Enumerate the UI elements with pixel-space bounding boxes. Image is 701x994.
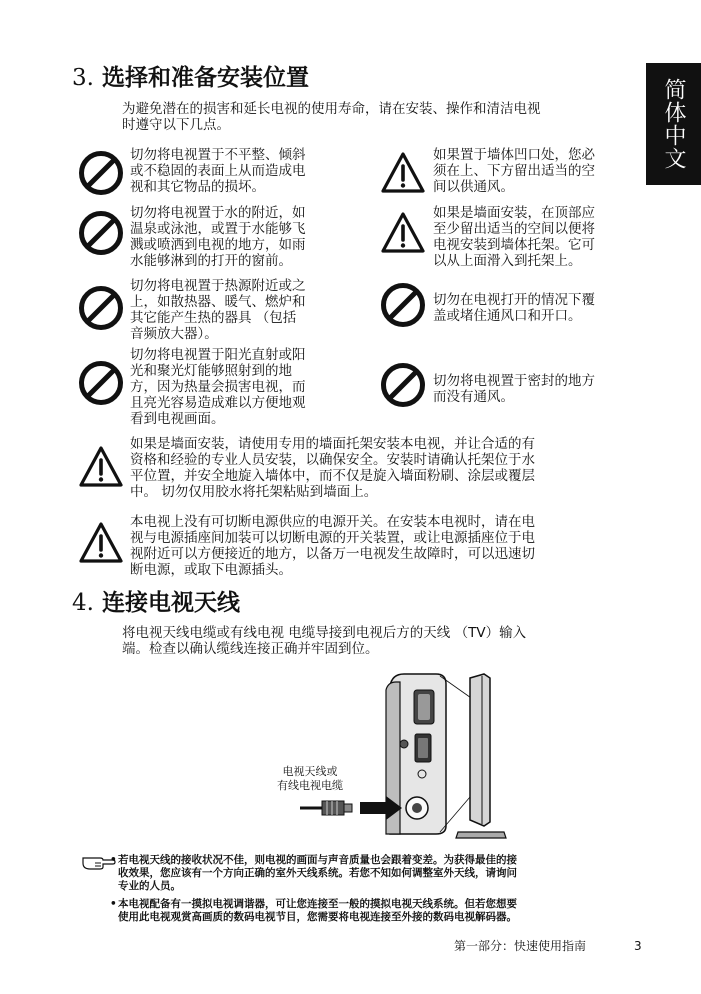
prohibition-icon (78, 210, 124, 256)
section-3-heading (72, 63, 309, 93)
footer-chapter: 第一部分：快速使用指南 (454, 939, 587, 953)
prohibition-icon (78, 360, 124, 406)
warning-enclosed-space: 切勿将电视置于密封的地方 而没有通风。 (433, 373, 595, 405)
section-4-title: 连接电视天线 (101, 589, 240, 616)
language-tab: 简体中文 (646, 63, 701, 185)
warning-wall-mount-space: 如果是墙面安装，在顶部应 至少留出适当的空间以便将 电视安装到墙体托架。它可 以从上面滑入到托架上。 (433, 205, 595, 269)
section-4-heading (72, 588, 240, 618)
warning-uneven-surface: 切勿将电视置于不平整、倾斜 或不稳固的表面上从而造成电 视和其它物品的损坏。 (130, 147, 306, 195)
warning-direct-sunlight: 切勿将电视置于阳光直射或阳 光和聚光灯能够照射到的地 方，因为热量会损害电视，而 且亮光容易造成难以方便地观 看到电视画面。 (130, 347, 306, 427)
prohibition-icon (380, 362, 426, 408)
tv-stand-icon (456, 832, 506, 838)
coax-connector-icon (322, 801, 344, 815)
warning-triangle-icon (78, 520, 124, 566)
section-4-intro: 将电视天线电缆或有线电视 电缆导接到电视后方的天线 （TV）输入 端。检查以确认缆线连接正确并牢固到位。 (122, 625, 527, 657)
figure-caption: 电视天线或 有线电视电缆 (277, 765, 343, 792)
warning-triangle-icon (380, 210, 426, 256)
section-3-title: 选择和准备安装位置 (101, 64, 309, 91)
section-3-intro: 为避免潜在的损害和延长电视的使用寿命，请在安装、操作和清洁电视 时遵守以下几点。 (122, 101, 541, 133)
warning-triangle-icon (380, 150, 426, 196)
tv-side-view (470, 674, 490, 826)
warning-triangle-icon (78, 444, 124, 490)
note-analog-tuner: • 本电视配备有一摸拟电视调谐器，可让您连接至一般的摸拟电视天线系统。但若您想要 使用此电视观赏高画质的数码电视节目，您需要将电视连接至外接的数码电视解码器。 (110, 898, 517, 923)
warning-cover-vents: 切勿在电视打开的情况下覆 盖或堵住通风口和开口。 (433, 292, 595, 324)
warning-power-switch: 本电视上没有可切断电源供应的电源开关。在安装本电视时，请在电 视与电源插座间加装可以切断电源的开关装置，或让电源插座位于电 视附近可以方便接近的地方，以备万一电视发生故障时，可以迅速切 断电源，或取下电源插头。 (130, 514, 535, 578)
page-number: 3 (634, 939, 642, 953)
audio-jack-icon (400, 740, 408, 748)
section-3-number: 3. (72, 65, 94, 91)
warning-near-water: 切勿将电视置于水的附近，如 温泉或泳池，或置于水能够飞 溅或喷洒到电视的地方，如雨 水能够淋到的打开的窗前。 (130, 205, 306, 269)
warning-heat-source: 切勿将电视置于热源附近或之 上，如散热器、暖气、燃炉和 其它能产生热的器具 （包括 音频放大器）。 (130, 278, 306, 342)
warning-wall-mount-professional: 如果是墙面安装，请使用专用的墙面托架安装本电视，并让合适的有 资格和经验的专业人员安装，以确保安全。安装时请确认托架位于水 平位置，并安全地旋入墙体中，而不仅是旋入墙面粉刷、涂层或覆层 中。 切勿仅用胶水将托架粘贴到墙面上。 (130, 436, 535, 500)
note-antenna-reception: • 若电视天线的接收状况不佳，则电视的画面与声音质量也会跟着变差。为获得最佳的接 收效果，您应该有一个方向正确的室外天线系统。若您不知如何调整室外天线，请询问 专业的人员。 (110, 854, 517, 892)
prohibition-icon (380, 282, 426, 328)
prohibition-icon (78, 150, 124, 196)
prohibition-icon (78, 285, 124, 331)
warning-wall-recess: 如果置于墙体凹口处，您必 须在上、下方留出适当的空 间以供通风。 (433, 147, 595, 195)
section-4-number: 4. (72, 590, 94, 616)
antenna-connection-illustration (300, 672, 520, 842)
